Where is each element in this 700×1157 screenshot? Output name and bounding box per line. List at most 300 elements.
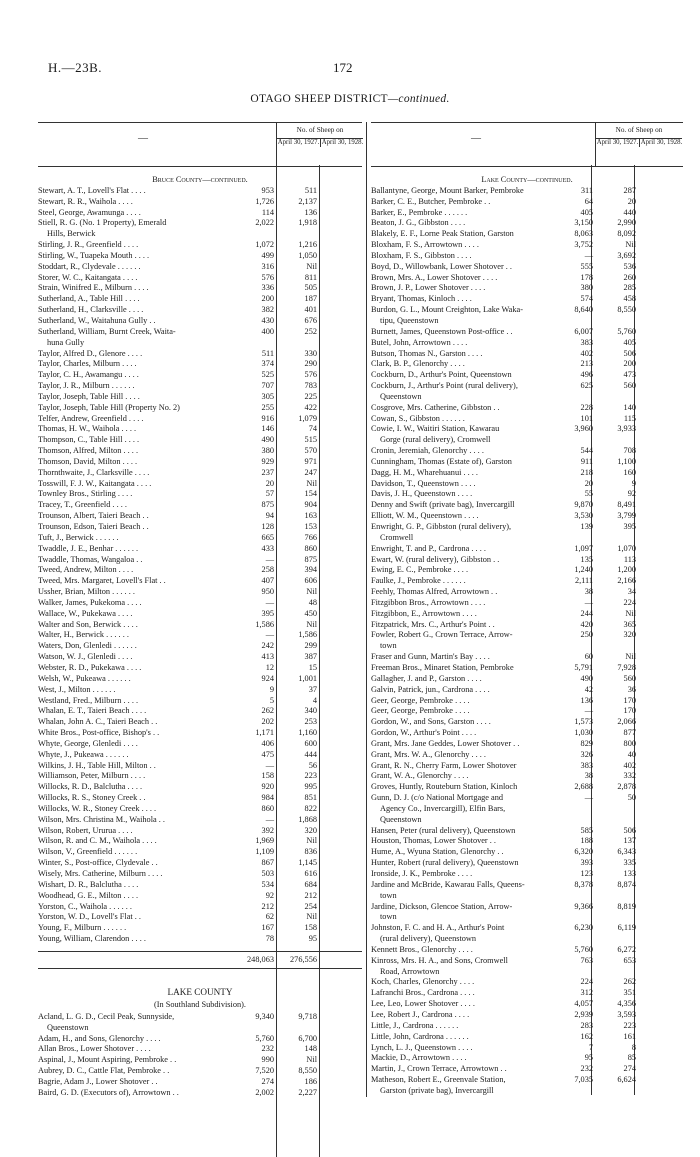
table-row	[38, 197, 362, 208]
sheep-1928: 332	[623, 771, 636, 781]
table-row	[371, 424, 683, 435]
table-row	[371, 674, 683, 685]
sheep-1927: 55	[584, 489, 593, 499]
sheep-1928: Nil	[625, 608, 636, 618]
sheep-1928: 904	[304, 500, 317, 510]
sheep-1928: 971	[304, 456, 317, 466]
sheep-1928: 515	[304, 435, 317, 445]
table-row	[38, 771, 362, 782]
holder-name: Taylor, C. H., Awamangu . . . .	[38, 370, 139, 380]
table-row	[38, 240, 362, 251]
holder-name: Aubrey, D. C., Cattle Flat, Pembroke . .	[38, 1066, 170, 1076]
holder-name: Taylor, Joseph, Table Hill (Property No. 2)	[38, 402, 180, 412]
sheep-1928: 274	[623, 1064, 636, 1074]
table-row	[38, 620, 362, 631]
table-row	[38, 587, 362, 598]
table-row	[38, 403, 362, 414]
sheep-1927: 3,150	[574, 218, 593, 228]
sheep-1927: 218	[580, 467, 593, 477]
holder-name: Taylor, J. R., Milburn . . . . . .	[38, 381, 135, 391]
holder-name: Thomas, H. W., Waihola . . . .	[38, 424, 137, 434]
holder-name: Walter and Son, Berwick . . . .	[38, 619, 138, 629]
sheep-1927: 305	[261, 391, 274, 401]
sheep-1928: 365	[623, 619, 636, 629]
table-row	[371, 999, 683, 1010]
sheep-1928: 212	[304, 890, 317, 900]
table-row	[38, 598, 362, 609]
sheep-1927: 9	[269, 684, 274, 694]
sheep-1928: 450	[304, 608, 317, 618]
holder-name: Davis, J. H., Queenstown . . . .	[371, 489, 473, 499]
holder-name: Bloxham, F. S., Gibbston . . . .	[371, 250, 472, 260]
sheep-1927: 5	[269, 695, 274, 705]
holder-name: Acland, L. G. D., Cecil Peak, Sunnyside,	[38, 1011, 175, 1021]
holder-name: Jardine, Dickson, Glencoe Station, Arrow-	[371, 901, 513, 911]
table-row	[371, 977, 683, 988]
holder-name: Young, F., Milburn . . . . . .	[38, 923, 127, 933]
holder-name: Beaton, J. G., Gibbston . . . .	[371, 218, 466, 228]
holder-name: Ironside, J. K., Pembroke . . . .	[371, 869, 473, 878]
sheep-1927: 178	[580, 272, 593, 282]
sheep-1927: 1,586	[255, 619, 274, 629]
sheep-1927: 312	[580, 988, 593, 998]
table-row	[38, 370, 362, 381]
holder-name: Tweed, Andrew, Milton . . . .	[38, 565, 134, 575]
sheep-1928: 570	[304, 446, 317, 456]
sheep-1928: 85	[627, 1053, 636, 1063]
table-row	[38, 793, 362, 804]
sheep-1927: 420	[580, 619, 593, 629]
sheep-1927: 1,969	[255, 836, 274, 846]
sheep-1928: 2,990	[617, 218, 636, 228]
holder-name: huna Gully	[47, 337, 85, 347]
table-row	[371, 316, 683, 327]
sheep-1928: Nil	[306, 478, 317, 488]
table-row	[38, 186, 362, 197]
sheep-1927: 574	[580, 294, 593, 304]
total-row	[38, 951, 362, 969]
sheep-1928: Nil	[306, 619, 317, 629]
table-row	[38, 739, 362, 750]
sheep-1927: 38	[584, 771, 593, 781]
sheep-1928: 2,066	[617, 717, 636, 727]
sheep-1927: 255	[261, 402, 274, 412]
holder-name: Grant, Mrs. W. A., Glenorchy . . . .	[371, 749, 486, 759]
sheep-1927: 5,760	[574, 944, 593, 954]
sheep-1927: 94	[265, 511, 274, 521]
sheep-1927: 544	[580, 446, 593, 456]
table-row	[38, 338, 362, 349]
table-row	[371, 750, 683, 761]
table-row	[371, 240, 683, 251]
sheep-1928: Nil	[625, 240, 636, 250]
holder-name: Denny and Swift (private bag), Invercargill	[371, 500, 515, 510]
holder-name: Kennett Bros., Glenorchy . . . .	[371, 944, 473, 954]
right-table-header	[371, 122, 683, 167]
holder-name: town	[380, 912, 397, 922]
sheep-1927: 3,530	[574, 511, 593, 521]
sheep-1927: 920	[261, 782, 274, 792]
table-row	[38, 706, 362, 717]
table-row	[371, 609, 683, 620]
holder-name: Little, John, Cardrona . . . . . .	[371, 1031, 469, 1041]
district-title-suffix: —continued.	[387, 93, 450, 105]
sheep-1927: 665	[261, 532, 274, 542]
holder-name: Watson, W. J., Glenledi . . . .	[38, 652, 133, 662]
sheep-1927: 400	[261, 326, 274, 336]
sheep-1927: 4,057	[574, 999, 593, 1009]
holder-name: Gunn, D. J. (c/o National Mortgage and	[371, 793, 504, 803]
sheep-1927: 101	[580, 413, 593, 423]
sheep-1927: 380	[580, 283, 593, 293]
sheep-1927: 1,171	[255, 728, 274, 738]
sheep-1927: 383	[580, 337, 593, 347]
sheep-1928: 3,799	[617, 511, 636, 521]
table-row	[371, 880, 683, 891]
sheep-1928: 74	[308, 424, 317, 434]
holder-name: Elliott, W. M., Queenstown . . . .	[371, 511, 479, 521]
holder-name: Barker, E., Pembroke . . . . . .	[371, 207, 468, 217]
sheep-1928: 6,119	[617, 923, 636, 933]
sheep-1928: 506	[623, 348, 636, 358]
sheep-1927: 202	[261, 717, 274, 727]
sheep-1928: 2,878	[617, 782, 636, 792]
sheep-1927: 3,752	[574, 240, 593, 250]
table-row	[38, 804, 362, 815]
sheep-1927: 1,726	[255, 196, 274, 206]
table-row	[371, 771, 683, 782]
table-row	[371, 1021, 683, 1032]
sheep-1927: 20	[584, 478, 593, 488]
sheep-1927: 316	[261, 261, 274, 271]
table-row	[371, 847, 683, 858]
right-table	[366, 122, 683, 1097]
table-row	[371, 761, 683, 772]
sheep-1928: 1,586	[298, 630, 317, 640]
sheep-1928: 8	[631, 1042, 636, 1052]
sheep-1928: 320	[623, 630, 636, 640]
sheep-1927: 139	[580, 522, 593, 531]
holder-name: Bagrie, Adam J., Lower Shotover . .	[38, 1076, 158, 1086]
table-row	[38, 934, 362, 945]
holder-name: Ballantyne, George, Mount Barker, Pembroke	[371, 185, 524, 195]
holder-name: (rural delivery), Queenstown	[380, 934, 477, 944]
sheep-1927: 406	[261, 738, 274, 748]
table-row	[38, 273, 362, 284]
holder-name: Tweed, Mrs. Margaret, Lovell's Flat . .	[38, 576, 166, 586]
sheep-1927: 258	[261, 565, 274, 575]
total-1927: 248,063	[247, 954, 274, 964]
holder-name: Westland, Fred., Milburn . . . .	[38, 695, 139, 705]
sheep-1927: 336	[261, 283, 274, 293]
holder-name: Winter, S., Post-office, Clydevale . .	[38, 858, 158, 868]
holder-name: Cosgrove, Mrs. Catherine, Gibbston . .	[371, 402, 500, 412]
table-row	[371, 728, 683, 739]
sheep-1928: 875	[304, 554, 317, 564]
table-row	[38, 685, 362, 696]
table-row	[38, 457, 362, 468]
sheep-1928: 676	[304, 315, 317, 325]
sheep-1928: 335	[623, 858, 636, 868]
sheep-1927: 525	[261, 370, 274, 380]
holder-name: Enwright, G. P., Gibbston (rural delivery),	[371, 522, 512, 531]
holder-name: Whalan, E. T., Taieri Beach . . . .	[38, 706, 147, 716]
table-row	[371, 988, 683, 999]
sheep-1928: 223	[304, 771, 317, 781]
holder-name: West, J., Milton . . . . . .	[38, 684, 116, 694]
holder-name: Houston, Thomas, Lower Shotover . .	[371, 836, 496, 846]
sheep-1927: 60	[584, 652, 593, 662]
table-row	[371, 1010, 683, 1021]
table-row	[371, 218, 683, 229]
sheep-1928: 224	[623, 597, 636, 607]
sheep-1928: 6,700	[298, 1033, 317, 1043]
sheep-1928: 995	[304, 782, 317, 792]
table-row	[38, 1034, 362, 1045]
sheep-1927: 244	[580, 608, 593, 618]
sheep-count-header	[276, 123, 363, 166]
sheep-1928: 163	[304, 511, 317, 521]
sheep-1927: 136	[580, 695, 593, 705]
sheep-1928: 4	[312, 695, 317, 705]
holder-name: Gorge (rural delivery), Cromwell	[380, 435, 491, 445]
holder-name: Cowan, S., Gibbston . . . . . .	[371, 413, 465, 423]
sheep-1928: 254	[304, 901, 317, 911]
table-row	[371, 327, 683, 338]
table-row	[371, 630, 683, 641]
table-row	[38, 208, 362, 219]
sheep-1927: 503	[261, 869, 274, 878]
sheep-1928: 811	[304, 272, 317, 282]
sheep-1928: 223	[623, 1020, 636, 1030]
sheep-1927: 1,030	[574, 728, 593, 738]
table-row	[38, 349, 362, 360]
sheep-1927: 867	[261, 858, 274, 868]
sheep-1927: 274	[261, 1076, 274, 1086]
table-row	[371, 381, 683, 392]
sheep-1927: 311	[580, 185, 593, 195]
table-row	[371, 489, 683, 500]
table-row	[38, 836, 362, 847]
sheep-1927: 6,007	[574, 326, 593, 336]
table-row	[371, 858, 683, 869]
holder-name: Barker, C. E., Butcher, Pembroke . .	[371, 196, 491, 206]
holder-name: Cunningham, Thomas (Estate of), Garston	[371, 456, 512, 466]
sheep-1927: —	[265, 630, 274, 640]
table-row	[371, 587, 683, 598]
sheep-1927: 875	[261, 500, 274, 510]
sheep-1927: 232	[580, 1064, 593, 1074]
holder-name: Road, Arrowtown	[380, 966, 440, 976]
sheep-1928: 1,918	[298, 218, 317, 228]
table-row	[371, 435, 683, 446]
sheep-1928: 783	[304, 381, 317, 391]
holder-name: Johnston, F. C. and H. A., Arthur's Point	[371, 923, 505, 933]
holder-name: Twaddle, Thomas, Wangaloa . .	[38, 554, 143, 564]
sheep-1927: 250	[580, 630, 593, 640]
table-row	[371, 836, 683, 847]
section-heading: Bruce County—continued.	[152, 175, 248, 184]
holder-name: Whyte, J., Pukeawa . . . . . .	[38, 749, 129, 759]
holder-name: Wallace, W., Pukekawa . . . .	[38, 608, 133, 618]
sheep-1927: 374	[261, 359, 274, 369]
table-row	[38, 218, 362, 229]
sheep-1928: 113	[623, 554, 636, 564]
sheep-1927: 924	[261, 673, 274, 683]
holder-name: Strain, Winifred E., Milburn . . . .	[38, 283, 149, 293]
year-1928-header: April 30, 1928.	[640, 139, 683, 146]
table-row	[371, 468, 683, 479]
sheep-1927: 984	[261, 793, 274, 803]
sheep-1928: 877	[623, 728, 636, 738]
sheep-1928: 148	[304, 1044, 317, 1054]
table-row	[371, 826, 683, 837]
sheep-1928: 1,216	[298, 240, 317, 250]
total-1928: 276,556	[290, 954, 317, 964]
sheep-1928: 262	[623, 977, 636, 987]
table-row	[38, 1066, 362, 1077]
holder-name: Fowler, Robert G., Crown Terrace, Arrow-	[371, 630, 513, 640]
holder-name: Galvin, Patrick, jun., Cardrona . . . .	[371, 684, 490, 694]
page-number: 172	[333, 60, 353, 75]
sheep-1928: 560	[623, 381, 636, 391]
sheep-1928: 684	[304, 879, 317, 889]
holder-name: Trounson, Edson, Taieri Beach . .	[38, 522, 149, 531]
sheep-1928: 285	[623, 283, 636, 293]
sheep-1927: —	[265, 760, 274, 770]
table-row	[38, 414, 362, 425]
sheep-1927: 1,573	[574, 717, 593, 727]
table-row	[371, 1053, 683, 1064]
holder-name: Taylor, Joseph, Table Hill . . . .	[38, 391, 140, 401]
sheep-1927: 9,870	[574, 500, 593, 510]
sheep-1927: 9,340	[255, 1011, 274, 1021]
sheep-1928: 140	[623, 402, 636, 412]
sheep-count-header	[595, 123, 682, 166]
holder-name: Garston (private bag), Invercargill	[380, 1085, 494, 1095]
table-row	[371, 945, 683, 956]
holder-name: Whalan, John A. C., Taieri Beach . .	[38, 717, 158, 727]
sheep-1928: 4,356	[617, 999, 636, 1009]
holder-name: town	[380, 890, 397, 900]
holder-name: Lynch, L. J., Queenstown . . . .	[371, 1042, 473, 1052]
table-row	[38, 782, 362, 793]
holder-name: Lafranchi Bros., Cardrona . . . .	[371, 988, 475, 998]
table-row	[38, 858, 362, 869]
sheep-1928: 1,001	[298, 673, 317, 683]
sheep-1927: 7,520	[255, 1066, 274, 1076]
holder-name: town	[380, 641, 397, 651]
table-row	[38, 500, 362, 511]
table-row	[371, 511, 683, 522]
holder-name: Baird, G. D. (Executors of), Arrowtown . .	[38, 1087, 179, 1097]
table-row	[371, 500, 683, 511]
holder-name: Cowie, I. W., Waitiri Station, Kawarau	[371, 424, 500, 434]
table-row	[371, 349, 683, 360]
year-1927-header: April 30, 1927.	[277, 139, 320, 146]
table-row	[371, 273, 683, 284]
sheep-1928: 351	[623, 988, 636, 998]
sheep-1927: 9,366	[574, 901, 593, 911]
sheep-1927: 383	[580, 760, 593, 770]
sheep-1927: 12	[265, 662, 274, 672]
table-row	[38, 489, 362, 500]
table-row	[371, 891, 683, 902]
sheep-1928: 401	[304, 305, 317, 315]
table-row	[38, 880, 362, 891]
sheep-1928: 225	[304, 391, 317, 401]
table-row	[38, 229, 362, 240]
table-row	[371, 555, 683, 566]
sheep-1928: 395	[623, 522, 636, 531]
table-row	[38, 826, 362, 837]
sheep-1928: Nil	[625, 652, 636, 662]
holder-name: Geer, George, Pembroke . . . .	[371, 695, 470, 705]
sheep-1928: 1,868	[298, 814, 317, 824]
holder-name: Butel, John, Arrowtown . . . .	[371, 337, 468, 347]
table-row	[371, 663, 683, 674]
table-row	[38, 674, 362, 685]
table-row	[371, 197, 683, 208]
table-row	[371, 359, 683, 370]
holder-name: Jardine and McBride, Kawarau Falls, Queens-	[371, 879, 525, 889]
table-row	[38, 533, 362, 544]
holder-name: Willocks, R. D., Balclutha . . . .	[38, 782, 143, 792]
sheep-1927: 146	[261, 424, 274, 434]
sheep-1927: 407	[261, 576, 274, 586]
table-row	[371, 251, 683, 262]
sheep-1928: 170	[623, 706, 636, 716]
sheep-1928: 444	[304, 749, 317, 759]
sheep-1927: 8,063	[574, 229, 593, 239]
holder-name: Gordon, W., Arthur's Point . . . .	[371, 728, 477, 738]
sheep-1928: 153	[304, 522, 317, 531]
holder-name: Stirling, J. R., Greenfield . . . .	[38, 240, 139, 250]
sheep-1927: —	[265, 597, 274, 607]
sheep-1928: 3,593	[617, 1009, 636, 1019]
sheep-1928: 299	[304, 641, 317, 651]
holder-name: Twaddle, J. E., Benhar . . . . . .	[38, 543, 139, 553]
sheep-1928: 2,166	[617, 576, 636, 586]
table-row	[371, 739, 683, 750]
table-row	[38, 522, 362, 533]
sheep-1928: 36	[627, 684, 636, 694]
holder-name: Fraser and Gunn, Martin's Bay . . . .	[371, 652, 490, 662]
holder-name: Adam, H., and Sons, Glenorchy . . . .	[38, 1033, 161, 1043]
holder-name: Webster, R. D., Pukekawa . . . .	[38, 662, 142, 672]
holder-name: Ussher, Brian, Milton . . . . . .	[38, 587, 135, 597]
sheep-1928: 8,491	[617, 500, 636, 510]
table-row	[371, 652, 683, 663]
holder-name: Feehly, Thomas Alfred, Arrowtown . .	[371, 587, 498, 597]
sheep-1927: 916	[261, 413, 274, 423]
table-row	[371, 305, 683, 316]
holder-name: Dagg, H. M., Wharehuanui . . . .	[371, 467, 478, 477]
sheep-1927: 402	[580, 348, 593, 358]
table-row	[38, 630, 362, 641]
sheep-1927: 382	[261, 305, 274, 315]
table-row	[371, 186, 683, 197]
sheep-1928: 8,550	[617, 305, 636, 315]
sheep-1928: 505	[304, 283, 317, 293]
sheep-1928: 170	[623, 695, 636, 705]
holder-name: Agency Co., Invercargill), Elfin Bars,	[380, 803, 506, 813]
sheep-1928: Nil	[306, 836, 317, 846]
sheep-1928: 50	[627, 793, 636, 803]
table-row	[371, 414, 683, 425]
table-row	[38, 555, 362, 566]
holder-name: White Bros., Post-office, Bishop's . .	[38, 728, 160, 738]
